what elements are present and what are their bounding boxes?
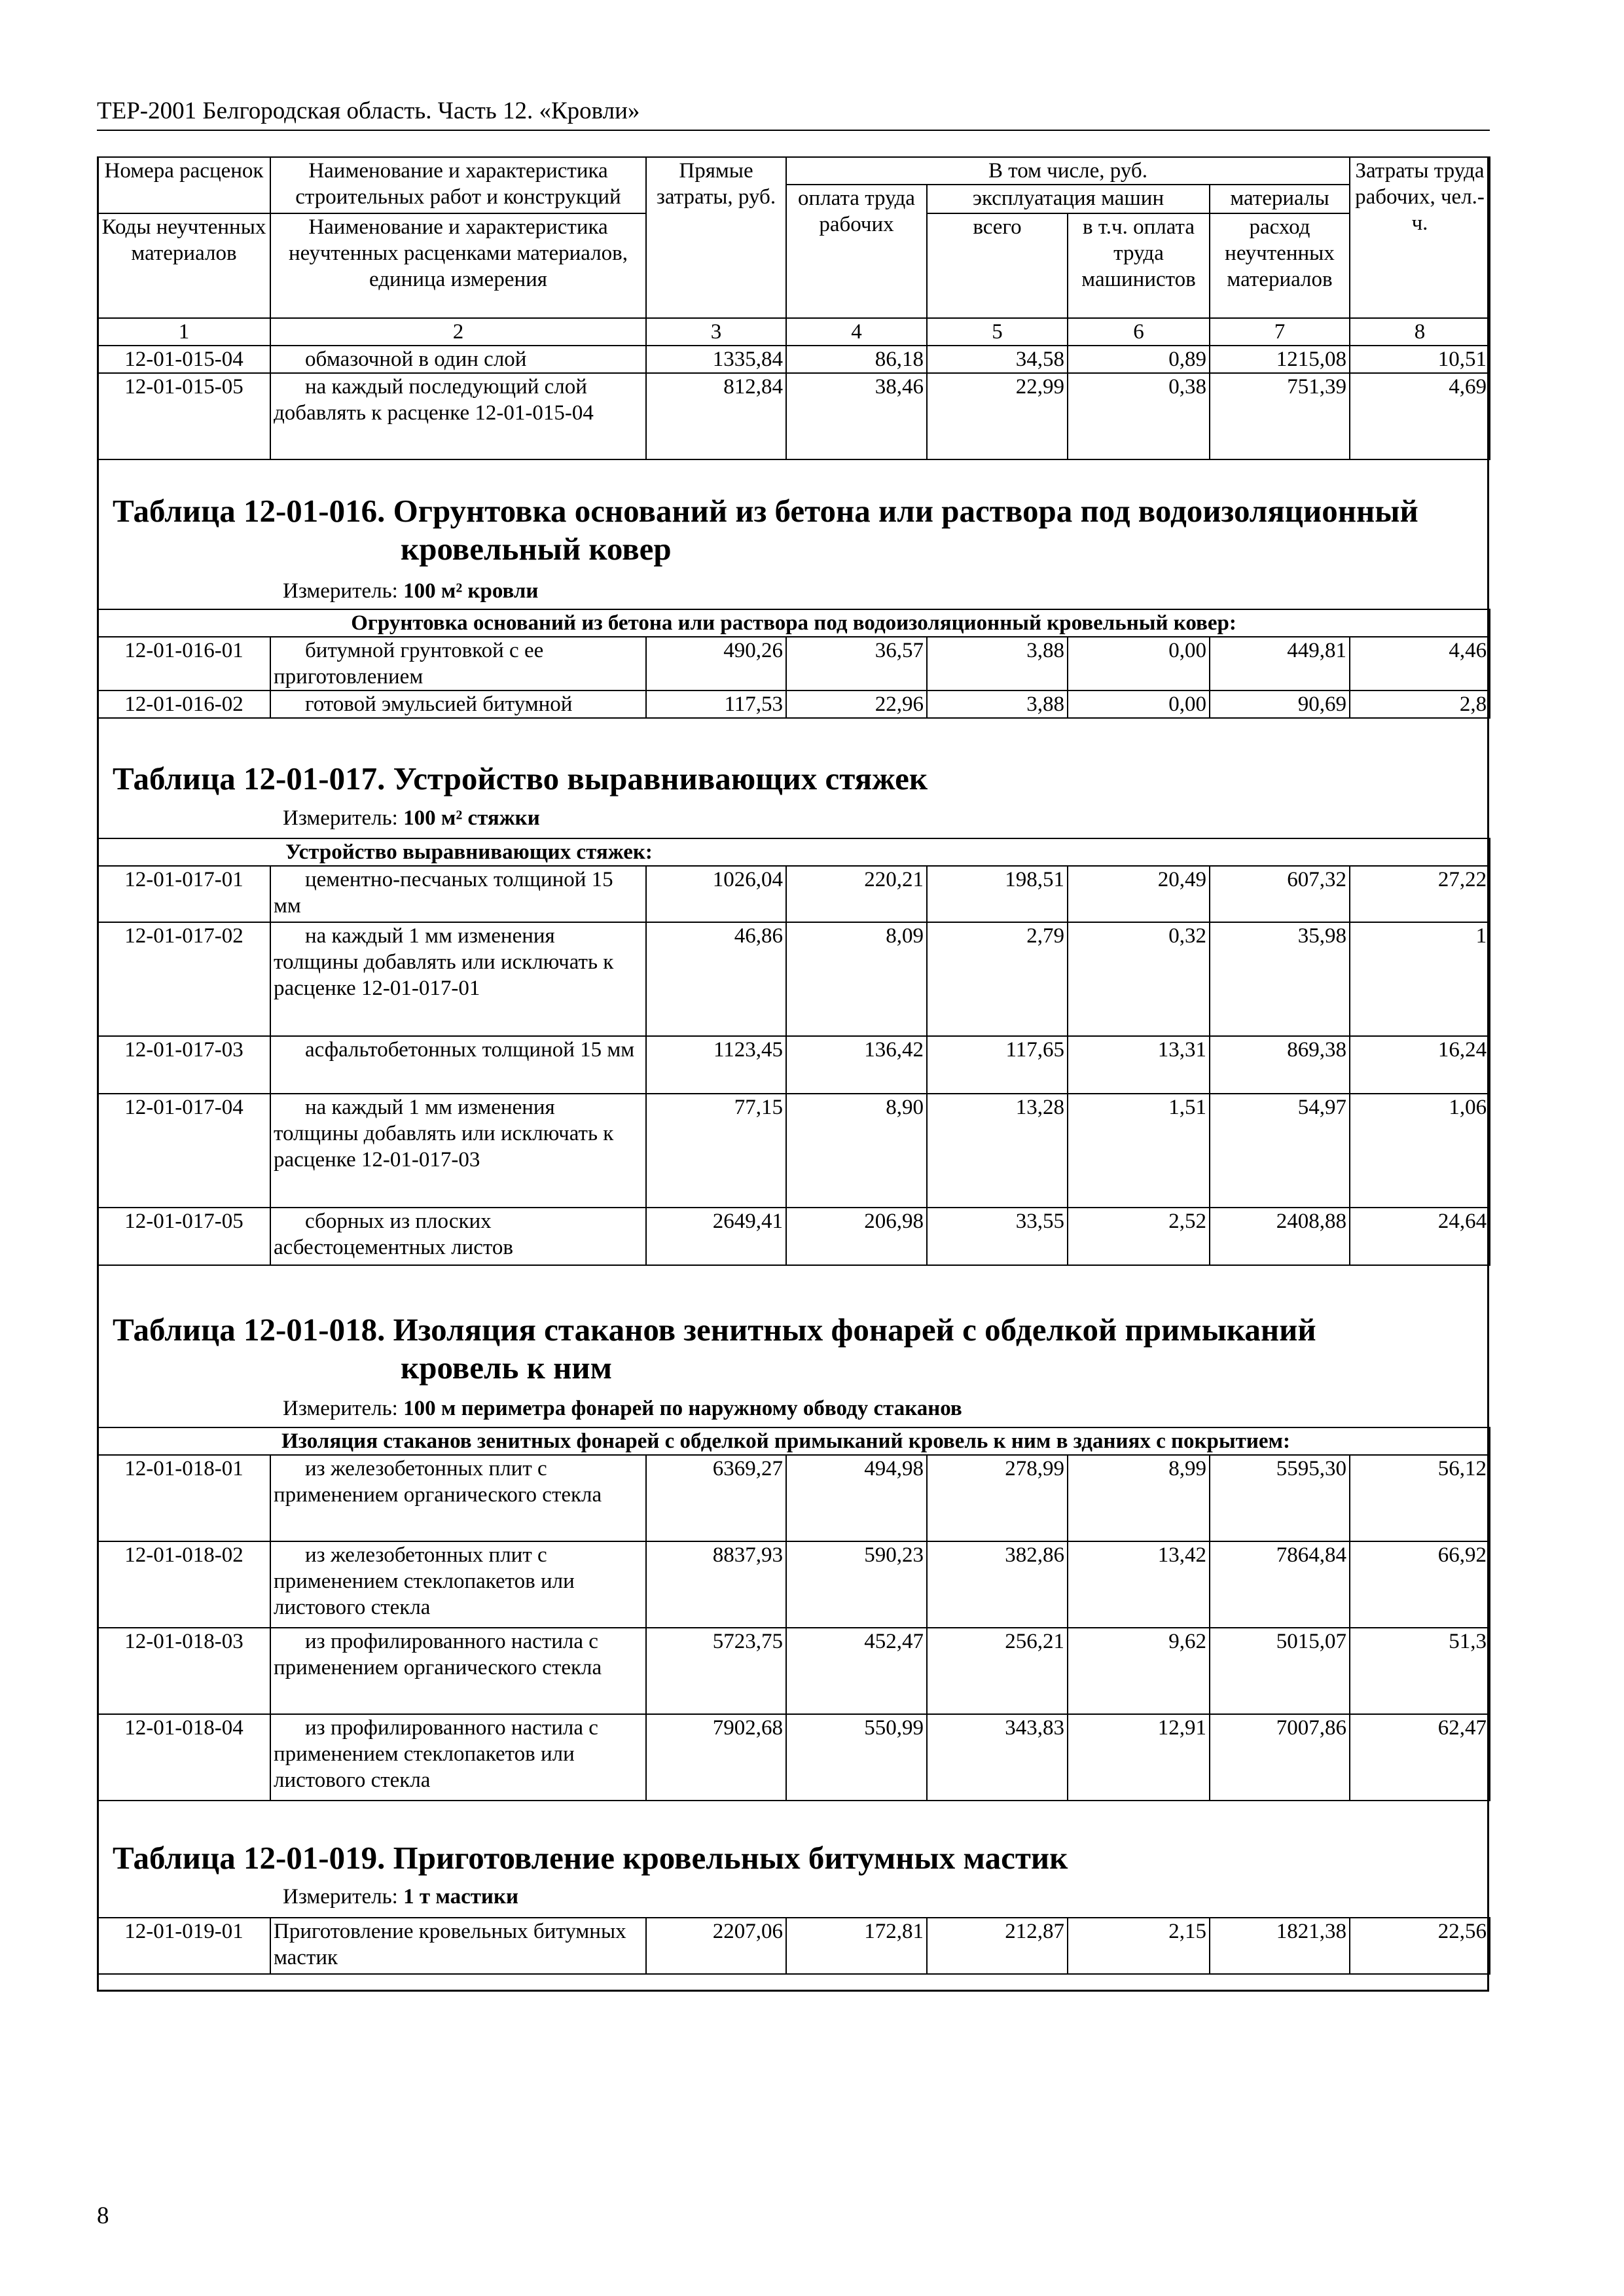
- rate-code: 12-01-016-01: [98, 637, 270, 691]
- table-row: [98, 1036, 1490, 1094]
- rate-name: обмазочной в один слой: [270, 346, 646, 373]
- rate-name: из железобетонных плит с применением стеклопакетов или листового стекла: [270, 1541, 646, 1628]
- measure-label: Измеритель:: [283, 1885, 398, 1909]
- materials: 7007,86: [1210, 1714, 1350, 1801]
- rate-code: 12-01-016-02: [98, 691, 270, 718]
- section-title-line1: Таблица 12-01-018. Изоляция стаканов зенитных фонарей с обделкой примыканий: [113, 1312, 1316, 1348]
- section-title-line1: Таблица 12-01-017. Устройство выравнивающих стяжек: [113, 761, 928, 797]
- machines-labor: 2,15: [1068, 1918, 1210, 1974]
- group-heading: Изоляция стаканов зенитных фонарей с обделкой примыканий кровель к ним в зданиях с покрытием:: [98, 1427, 1490, 1455]
- table-row: [98, 866, 1490, 922]
- rate-name: из профилированного настила с применением органического стекла: [270, 1628, 646, 1714]
- table-12-01-016: [97, 609, 1490, 719]
- materials: 751,39: [1210, 373, 1350, 459]
- machines-labor: 13,31: [1068, 1036, 1210, 1094]
- col-labor-cost: Затраты труда рабочих, чел.-ч.: [1350, 157, 1490, 318]
- col-machines-total: всего: [927, 213, 1068, 318]
- labor-hours: 2,8: [1350, 691, 1490, 718]
- rate-name: на каждый последующий слой добавлять к расценке 12-01-015-04: [270, 373, 646, 459]
- machines-total: 382,86: [927, 1541, 1068, 1628]
- measure-label: Измеритель:: [283, 579, 398, 603]
- machines-labor: 2,52: [1068, 1208, 1210, 1265]
- measure-unit: 100 м периметра фонарей по наружному обводу стаканов: [403, 1397, 962, 1420]
- col-number: 7: [1210, 318, 1350, 346]
- machines-total: 3,88: [927, 637, 1068, 691]
- materials: 607,32: [1210, 866, 1350, 922]
- machines-labor: 13,42: [1068, 1541, 1210, 1628]
- measure-unit: 100 м² кровли: [403, 579, 539, 603]
- rate-code: 12-01-019-01: [98, 1918, 270, 1974]
- labor-pay: 22,96: [786, 691, 927, 718]
- direct-cost: 7902,68: [646, 1714, 786, 1801]
- rate-code: 12-01-017-04: [98, 1094, 270, 1208]
- labor-pay: 136,42: [786, 1036, 927, 1094]
- machines-total: 117,65: [927, 1036, 1068, 1094]
- labor-hours: 51,3: [1350, 1628, 1490, 1714]
- labor-pay: 38,46: [786, 373, 927, 459]
- machines-labor: 0,32: [1068, 922, 1210, 1036]
- measure-line: [283, 1885, 518, 1909]
- labor-pay: 36,57: [786, 637, 927, 691]
- col-incl: В том числе, руб.: [786, 157, 1350, 185]
- rate-name: на каждый 1 мм изменения толщины добавлять или исключать к расценке 12-01-017-03: [270, 1094, 646, 1208]
- section-title: [113, 1311, 1316, 1387]
- machines-labor: 12,91: [1068, 1714, 1210, 1801]
- materials: 54,97: [1210, 1094, 1350, 1208]
- col-labor-pay: оплата труда рабочих: [786, 185, 927, 318]
- direct-cost: 2207,06: [646, 1918, 786, 1974]
- measure-unit: 1 т мастики: [403, 1885, 518, 1909]
- labor-pay: 8,09: [786, 922, 927, 1036]
- rate-code: 12-01-015-05: [98, 373, 270, 459]
- machines-total: 33,55: [927, 1208, 1068, 1265]
- labor-pay: 452,47: [786, 1628, 927, 1714]
- direct-cost: 77,15: [646, 1094, 786, 1208]
- table-row: [98, 1455, 1490, 1541]
- machines-total: 34,58: [927, 346, 1068, 373]
- labor-pay: 172,81: [786, 1918, 927, 1974]
- section-title-line1: Таблица 12-01-019. Приготовление кровельных битумных мастик: [113, 1840, 1068, 1876]
- header-rule: [97, 130, 1490, 131]
- materials: 7864,84: [1210, 1541, 1350, 1628]
- machines-labor: 1,51: [1068, 1094, 1210, 1208]
- direct-cost: 1026,04: [646, 866, 786, 922]
- section-title: [113, 760, 928, 798]
- group-heading: Устройство выравнивающих стяжек:: [98, 838, 1490, 866]
- rate-name: сборных из плоских асбестоцементных листов: [270, 1208, 646, 1265]
- materials: 1215,08: [1210, 346, 1350, 373]
- rate-code: 12-01-015-04: [98, 346, 270, 373]
- labor-pay: 550,99: [786, 1714, 927, 1801]
- col-number: 4: [786, 318, 927, 346]
- measure-unit: 100 м² стяжки: [403, 806, 540, 830]
- col-number: 6: [1068, 318, 1210, 346]
- section-title: [113, 1839, 1068, 1877]
- materials: 2408,88: [1210, 1208, 1350, 1265]
- rate-name: асфальтобетонных толщиной 15 мм: [270, 1036, 646, 1094]
- machines-total: 256,21: [927, 1628, 1068, 1714]
- machines-labor: 20,49: [1068, 866, 1210, 922]
- direct-cost: 490,26: [646, 637, 786, 691]
- section-title: [113, 492, 1418, 568]
- labor-pay: 86,18: [786, 346, 927, 373]
- rate-code: 12-01-018-04: [98, 1714, 270, 1801]
- labor-pay: 220,21: [786, 866, 927, 922]
- rate-code: 12-01-017-05: [98, 1208, 270, 1265]
- col-code-top: Номера расценок: [98, 157, 270, 213]
- measure-line: [283, 1397, 962, 1421]
- machines-total: 212,87: [927, 1918, 1068, 1974]
- materials: 869,38: [1210, 1036, 1350, 1094]
- col-machines-labor: в т.ч. оплата труда машинистов: [1068, 213, 1210, 318]
- table-header: [97, 156, 1490, 460]
- table-row: [98, 1541, 1490, 1628]
- direct-cost: 5723,75: [646, 1628, 786, 1714]
- direct-cost: 117,53: [646, 691, 786, 718]
- direct-cost: 1335,84: [646, 346, 786, 373]
- machines-labor: 9,62: [1068, 1628, 1210, 1714]
- rate-code: 12-01-018-02: [98, 1541, 270, 1628]
- machines-labor: 0,00: [1068, 637, 1210, 691]
- labor-pay: 590,23: [786, 1541, 927, 1628]
- col-machines: эксплуатация машин: [927, 185, 1210, 213]
- labor-hours: 1,06: [1350, 1094, 1490, 1208]
- measure-line: [283, 806, 540, 831]
- materials: 1821,38: [1210, 1918, 1350, 1974]
- labor-pay: 494,98: [786, 1455, 927, 1541]
- rate-name: Приготовление кровельных битумных мастик: [270, 1918, 646, 1974]
- materials: 90,69: [1210, 691, 1350, 718]
- table-row: [98, 1714, 1490, 1801]
- table-row: [98, 1628, 1490, 1714]
- labor-hours: 4,69: [1350, 373, 1490, 459]
- labor-hours: 22,56: [1350, 1918, 1490, 1974]
- direct-cost: 46,86: [646, 922, 786, 1036]
- rate-code: 12-01-017-02: [98, 922, 270, 1036]
- table-row: [98, 1094, 1490, 1208]
- direct-cost: 1123,45: [646, 1036, 786, 1094]
- machines-total: 278,99: [927, 1455, 1068, 1541]
- materials: 449,81: [1210, 637, 1350, 691]
- rate-name: цементно-песчаных толщиной 15 мм: [270, 866, 646, 922]
- col-code-bottom: Коды неучтенных материалов: [98, 213, 270, 318]
- machines-total: 3,88: [927, 691, 1068, 718]
- labor-hours: 4,46: [1350, 637, 1490, 691]
- measure-label: Измеритель:: [283, 806, 398, 830]
- machines-total: 343,83: [927, 1714, 1068, 1801]
- direct-cost: 812,84: [646, 373, 786, 459]
- rate-name: на каждый 1 мм изменения толщины добавлять или исключать к расценке 12-01-017-01: [270, 922, 646, 1036]
- machines-total: 22,99: [927, 373, 1068, 459]
- rate-code: 12-01-018-01: [98, 1455, 270, 1541]
- col-name-bottom: Наименование и характеристика неучтенных расценками материалов, единица измерения: [270, 213, 646, 318]
- table-12-01-017: [97, 838, 1490, 1266]
- table-row: [98, 1208, 1490, 1265]
- table-row: [98, 637, 1490, 691]
- rate-name: готовой эмульсией битумной: [270, 691, 646, 718]
- machines-labor: 8,99: [1068, 1455, 1210, 1541]
- labor-hours: 62,47: [1350, 1714, 1490, 1801]
- col-number: 3: [646, 318, 786, 346]
- rate-code: 12-01-018-03: [98, 1628, 270, 1714]
- table-row: [98, 373, 1490, 459]
- rate-code: 12-01-017-01: [98, 866, 270, 922]
- labor-hours: 27,22: [1350, 866, 1490, 922]
- direct-cost: 8837,93: [646, 1541, 786, 1628]
- page-number: 8: [97, 2202, 109, 2229]
- rate-code: 12-01-017-03: [98, 1036, 270, 1094]
- rate-name: битумной грунтовкой с ее приготовлением: [270, 637, 646, 691]
- machines-labor: 0,38: [1068, 373, 1210, 459]
- labor-pay: 8,90: [786, 1094, 927, 1208]
- col-materials-sub: расход неучтенных материалов: [1210, 213, 1350, 318]
- machines-labor: 0,89: [1068, 346, 1210, 373]
- table-row: [98, 1918, 1490, 1974]
- table-row: [98, 691, 1490, 718]
- col-number: 1: [98, 318, 270, 346]
- section-title-line2: кровель к ним: [401, 1350, 612, 1386]
- col-direct: Прямые затраты, руб.: [646, 157, 786, 318]
- materials: 35,98: [1210, 922, 1350, 1036]
- col-materials: материалы: [1210, 185, 1350, 213]
- direct-cost: 2649,41: [646, 1208, 786, 1265]
- col-number: 5: [927, 318, 1068, 346]
- labor-hours: 56,12: [1350, 1455, 1490, 1541]
- col-number: 8: [1350, 318, 1490, 346]
- labor-hours: 16,24: [1350, 1036, 1490, 1094]
- table-12-01-019: [97, 1917, 1490, 1975]
- measure-label: Измеритель:: [283, 1397, 398, 1420]
- table-row: [98, 922, 1490, 1036]
- table-row: [98, 346, 1490, 373]
- materials: 5595,30: [1210, 1455, 1350, 1541]
- machines-total: 198,51: [927, 866, 1068, 922]
- machines-total: 2,79: [927, 922, 1068, 1036]
- running-header: ТЕР-2001 Белгородская область. Часть 12. «Кровли»: [97, 98, 640, 124]
- table-12-01-018: [97, 1427, 1490, 1801]
- rate-name: из железобетонных плит с применением органического стекла: [270, 1455, 646, 1541]
- machines-total: 13,28: [927, 1094, 1068, 1208]
- machines-labor: 0,00: [1068, 691, 1210, 718]
- rate-name: из профилированного настила с применением стеклопакетов или листового стекла: [270, 1714, 646, 1801]
- measure-line: [283, 579, 538, 603]
- direct-cost: 6369,27: [646, 1455, 786, 1541]
- labor-hours: 24,64: [1350, 1208, 1490, 1265]
- section-title-line1: Таблица 12-01-016. Огрунтовка оснований из бетона или раствора под водоизоляционный: [113, 493, 1418, 529]
- labor-hours: 66,92: [1350, 1541, 1490, 1628]
- labor-hours: 1: [1350, 922, 1490, 1036]
- section-title-line2: кровельный ковер: [401, 531, 672, 567]
- col-name-top: Наименование и характеристика строительных работ и конструкций: [270, 157, 646, 213]
- labor-pay: 206,98: [786, 1208, 927, 1265]
- group-heading: Огрунтовка оснований из бетона или раствора под водоизоляционный кровельный ковер:: [98, 609, 1490, 637]
- materials: 5015,07: [1210, 1628, 1350, 1714]
- labor-hours: 10,51: [1350, 346, 1490, 373]
- col-number: 2: [270, 318, 646, 346]
